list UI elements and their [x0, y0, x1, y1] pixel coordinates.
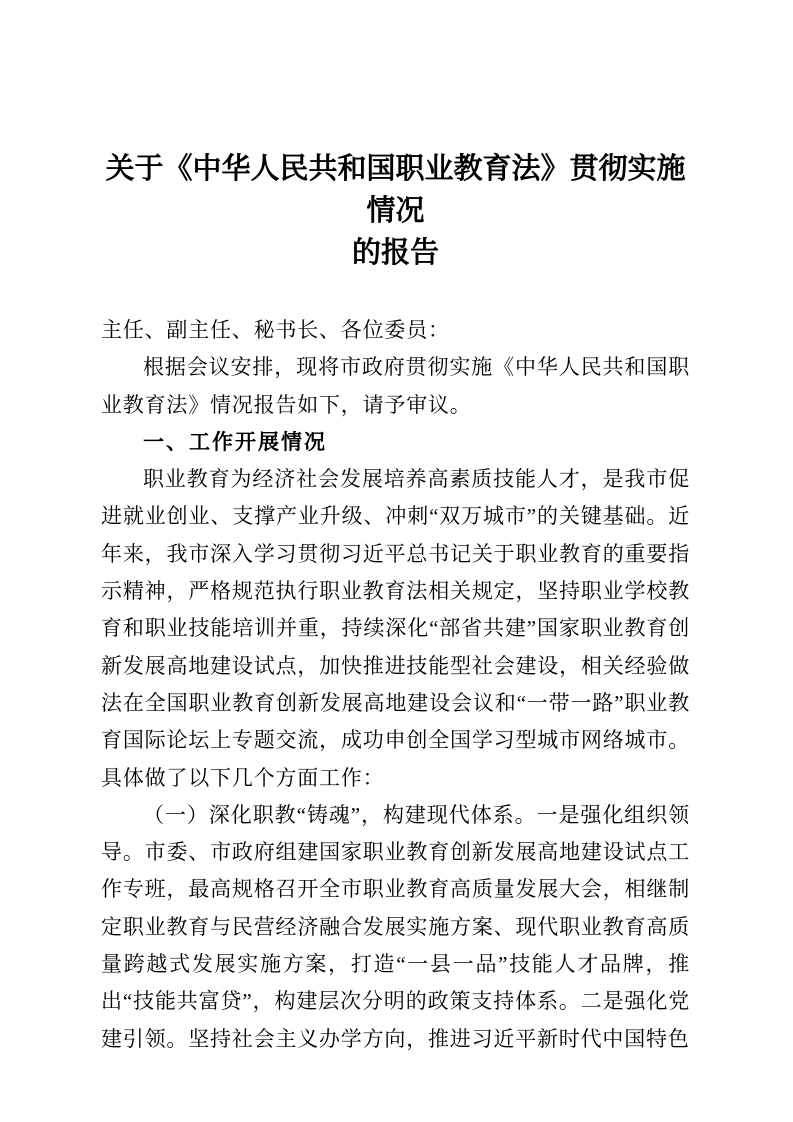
section1-item1-paragraph: （一）深化职教“铸魂”，构建现代体系。一是强化组织领导。市委、市政府组建国家职业教育创新发展高地建设试点工作专班，最高规格召开全市职业教育高质量发展大会，相继制定职业教育与民营经济融合发展实施方案、现代职业教育高质量跨越式发展实施方案，打造“一县一品”技能人才品牌，推出“技能共富贷”，构建层次分明的政策支持体系。二是强化党建引领。坚持社会主义办学方向，推进习近平新时代中国特色	[101, 802, 690, 1051]
document-title-line1: 关于《中华人民共和国职业教育法》贯彻实施情况	[105, 153, 686, 227]
section1-overview-paragraph: 职业教育为经济社会发展培养高素质技能人才，是我市促进就业创业、支撑产业升级、冲刺“双万城市”的关键基础。近年来，我市深入学习贯彻习近平总书记关于职业教育的重要指示精神，严格规范执行职业教育法相关规定，坚持职业学校教育和职业技能培训并重，持续深化“部省共建”国家职业教育创新发展高地建设试点，加快推进技能型社会建设，相关经验做法在全国职业教育创新发展高地建设会议和“一带一路”职业教育国际论坛上专题交流，成功申创全国学习型城市网络城市。具体做了以下几个方面工作：	[101, 467, 690, 790]
section1-heading: 一、工作开展情况	[143, 430, 327, 454]
document-title-line2: 的报告	[351, 237, 439, 269]
document-title	[101, 148, 690, 274]
salutation-line: 主任、副主任、秘书长、各位委员：	[101, 318, 450, 342]
intro-paragraph: 根据会议安排，现将市政府贯彻实施《中华人民共和国职业教育法》情况报告如下，请予审议。	[101, 355, 690, 417]
